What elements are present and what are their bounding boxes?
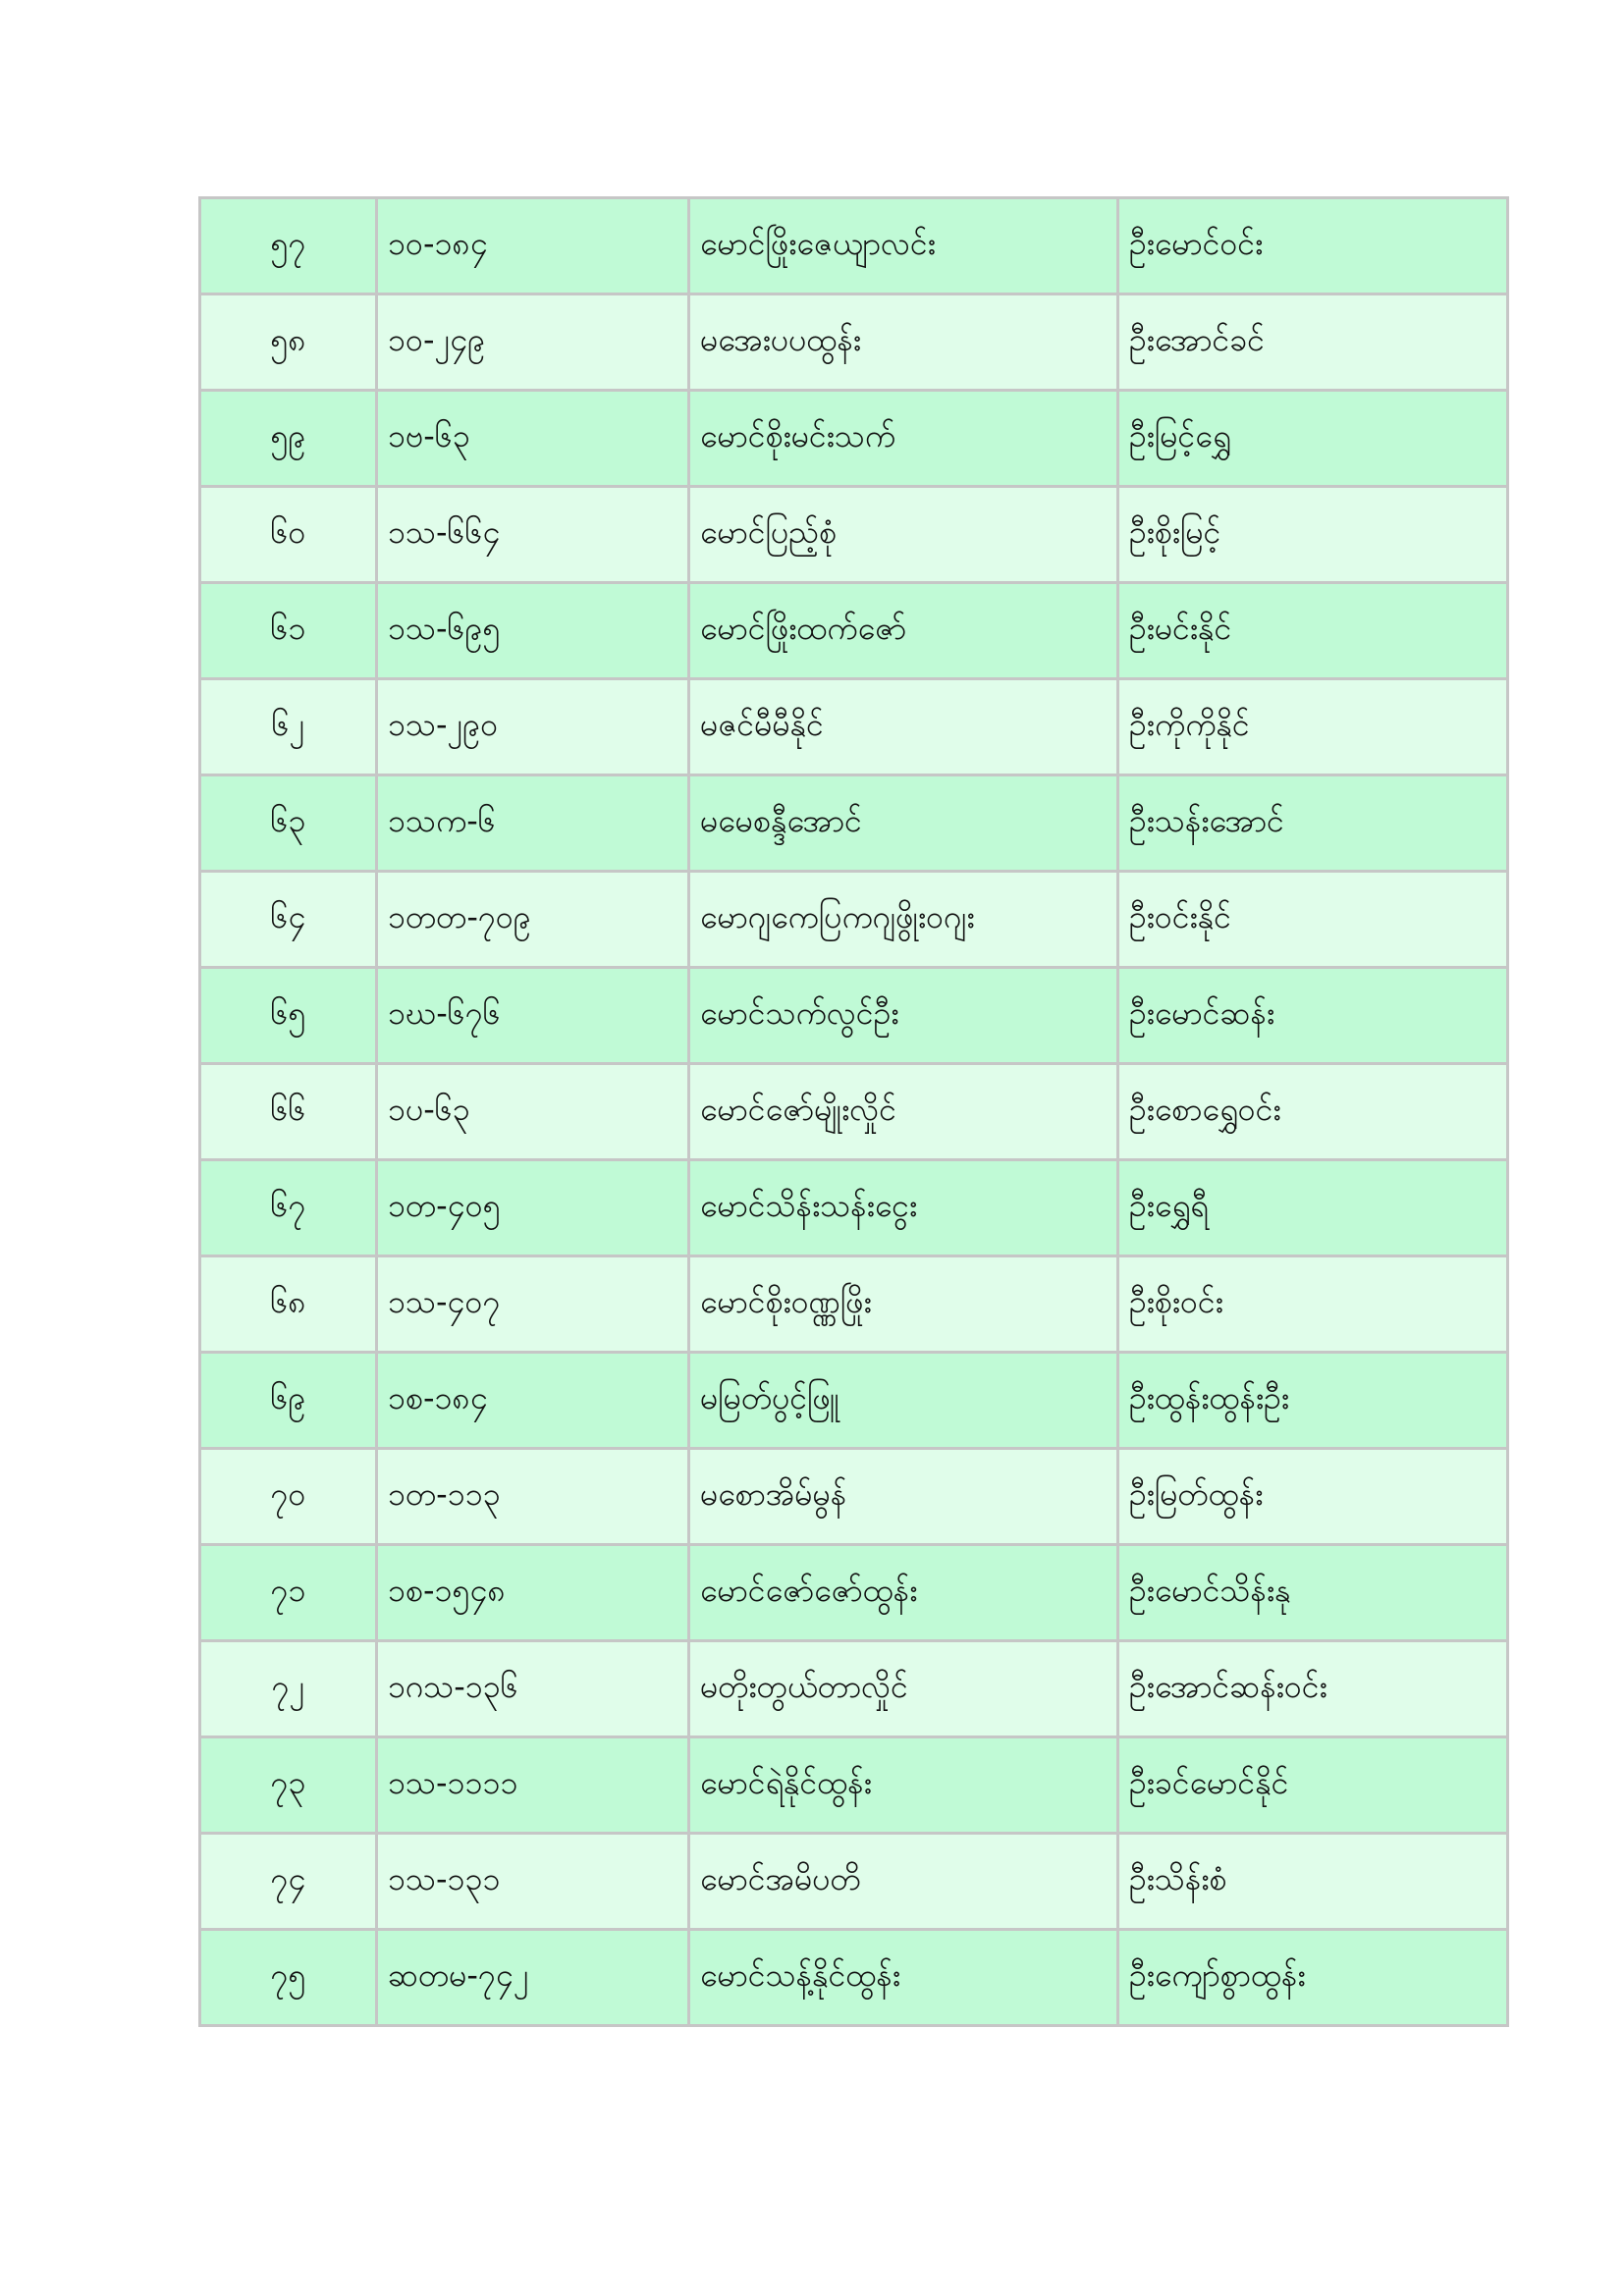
registration-number-cell: ၁သက-၆ — [377, 775, 689, 872]
row-number-cell: ၆၄ — [200, 872, 377, 968]
student-name-cell: မောင်ပြည့်စုံ — [689, 487, 1118, 583]
student-name-cell: မောင်အမိပတိ — [689, 1834, 1118, 1930]
father-name-cell: ဦးမောင်ဝင်း — [1118, 198, 1508, 294]
student-name-cell: မောင်သိန်းသန်းငွေး — [689, 1160, 1118, 1256]
table-row — [200, 1834, 1508, 1930]
registration-number-cell: ဆတမ-၇၄၂ — [377, 1930, 689, 2026]
registration-number-cell: ၁သ-၁၃၁ — [377, 1834, 689, 1930]
student-name-cell: မအေးပပထွန်း — [689, 294, 1118, 391]
table-row — [200, 583, 1508, 679]
student-name-cell: မောင်သန့်နိုင်ထွန်း — [689, 1930, 1118, 2026]
table-row — [200, 1545, 1508, 1641]
registration-number-cell: ၁စ-၁၈၄ — [377, 1353, 689, 1449]
table-row — [200, 1353, 1508, 1449]
row-number-cell: ၆၅ — [200, 968, 377, 1064]
registration-number-cell: ၁သ-၄၀၇ — [377, 1256, 689, 1353]
table-row — [200, 1160, 1508, 1256]
row-number-cell: ၆၁ — [200, 583, 377, 679]
father-name-cell: ဦးစောရွှေဝင်း — [1118, 1064, 1508, 1160]
table-row — [200, 968, 1508, 1064]
registration-number-cell: ၁ဗ-၆၃ — [377, 391, 689, 487]
table-row — [200, 391, 1508, 487]
row-number-cell: ၇၅ — [200, 1930, 377, 2026]
table-row — [200, 1737, 1508, 1834]
father-name-cell: ဦးမြင့်ရွှေ — [1118, 391, 1508, 487]
father-name-cell: ဦးကိုကိုနိုင် — [1118, 679, 1508, 775]
registration-number-cell: ၁သ-၂၉၀ — [377, 679, 689, 775]
registration-number-cell: ၁၀-၂၄၉ — [377, 294, 689, 391]
student-name-cell: မောင်ဖြိုးထက်ဇော် — [689, 583, 1118, 679]
father-name-cell: ဦးမောင်သိန်းနု — [1118, 1545, 1508, 1641]
table-row — [200, 872, 1508, 968]
row-number-cell: ၇၂ — [200, 1641, 377, 1737]
row-number-cell: ၆၆ — [200, 1064, 377, 1160]
registration-number-cell: ၁ဂသ-၁၃၆ — [377, 1641, 689, 1737]
father-name-cell: ဦးခင်မောင်နိုင် — [1118, 1737, 1508, 1834]
student-name-cell: မောင်သက်လွင်ဦး — [689, 968, 1118, 1064]
student-name-cell: မောဂျကေပြကဂျဖွိုးဝဂျး — [689, 872, 1118, 968]
father-name-cell: ဦးမြတ်ထွန်း — [1118, 1449, 1508, 1545]
registration-number-cell: ၁စ-၁၅၄၈ — [377, 1545, 689, 1641]
table-row — [200, 198, 1508, 294]
table-row — [200, 487, 1508, 583]
row-number-cell: ၇၃ — [200, 1737, 377, 1834]
row-number-cell: ၅၇ — [200, 198, 377, 294]
father-name-cell: ဦးအောင်ဆန်းဝင်း — [1118, 1641, 1508, 1737]
father-name-cell: ဦးသန်းအောင် — [1118, 775, 1508, 872]
student-name-cell: မောင်ဖြိုးဇေယျာလင်း — [689, 198, 1118, 294]
father-name-cell: ဦးစိုးဝင်း — [1118, 1256, 1508, 1353]
records-table — [198, 196, 1509, 2027]
father-name-cell: ဦးစိုးမြင့် — [1118, 487, 1508, 583]
registration-number-cell: ၁သ-၁၁၁၁ — [377, 1737, 689, 1834]
registration-number-cell: ၁တ-၁၁၃ — [377, 1449, 689, 1545]
registration-number-cell: ၁သ-၆၆၄ — [377, 487, 689, 583]
student-name-cell: မမြတ်ပွင့်ဖြူ — [689, 1353, 1118, 1449]
father-name-cell: ဦးရွှေရီ — [1118, 1160, 1508, 1256]
registration-number-cell: ၁တတ-၇၀၉ — [377, 872, 689, 968]
student-name-cell: မတိုးတွယ်တာလှိုင် — [689, 1641, 1118, 1737]
row-number-cell: ၆၈ — [200, 1256, 377, 1353]
father-name-cell: ဦးဝင်းနိုင် — [1118, 872, 1508, 968]
table-row — [200, 1256, 1508, 1353]
table-row — [200, 679, 1508, 775]
father-name-cell: ဦးသိန်းစံ — [1118, 1834, 1508, 1930]
student-name-cell: မောင်စိုးဝဏ္ဏဖြိုး — [689, 1256, 1118, 1353]
registration-number-cell: ၁၀-၁၈၄ — [377, 198, 689, 294]
row-number-cell: ၅၈ — [200, 294, 377, 391]
registration-number-cell: ၁ပ-၆၃ — [377, 1064, 689, 1160]
table-row — [200, 1930, 1508, 2026]
registration-number-cell: ၁တ-၄၀၅ — [377, 1160, 689, 1256]
student-name-cell: မစောအိမ်မွန် — [689, 1449, 1118, 1545]
table-row — [200, 775, 1508, 872]
table-row — [200, 1449, 1508, 1545]
table-row — [200, 1064, 1508, 1160]
student-name-cell: မောင်ဇော်မျိုးလှိုင် — [689, 1064, 1118, 1160]
father-name-cell: ဦးထွန်းထွန်းဦး — [1118, 1353, 1508, 1449]
student-name-cell: မမေစန္ဒီအောင် — [689, 775, 1118, 872]
student-name-cell: မောင်စိုးမင်းသက် — [689, 391, 1118, 487]
row-number-cell: ၇၁ — [200, 1545, 377, 1641]
row-number-cell: ၆၂ — [200, 679, 377, 775]
row-number-cell: ၆၉ — [200, 1353, 377, 1449]
row-number-cell: ၇၄ — [200, 1834, 377, 1930]
father-name-cell: ဦးအောင်ခင် — [1118, 294, 1508, 391]
student-name-cell: မဇင်မီမီနိုင် — [689, 679, 1118, 775]
student-name-cell: မောင်ရဲနိုင်ထွန်း — [689, 1737, 1118, 1834]
father-name-cell: ဦးကျော်စွာထွန်း — [1118, 1930, 1508, 2026]
table-row — [200, 1641, 1508, 1737]
row-number-cell: ၆၀ — [200, 487, 377, 583]
table-row — [200, 294, 1508, 391]
student-name-cell: မောင်ဇော်ဇော်ထွန်း — [689, 1545, 1118, 1641]
row-number-cell: ၆၇ — [200, 1160, 377, 1256]
registration-number-cell: ၁ဃ-၆၇၆ — [377, 968, 689, 1064]
registration-number-cell: ၁သ-၆၉၅ — [377, 583, 689, 679]
father-name-cell: ဦးမောင်ဆန်း — [1118, 968, 1508, 1064]
row-number-cell: ၇၀ — [200, 1449, 377, 1545]
row-number-cell: ၆၃ — [200, 775, 377, 872]
father-name-cell: ဦးမင်းနိုင် — [1118, 583, 1508, 679]
row-number-cell: ၅၉ — [200, 391, 377, 487]
table-body — [200, 198, 1508, 2026]
